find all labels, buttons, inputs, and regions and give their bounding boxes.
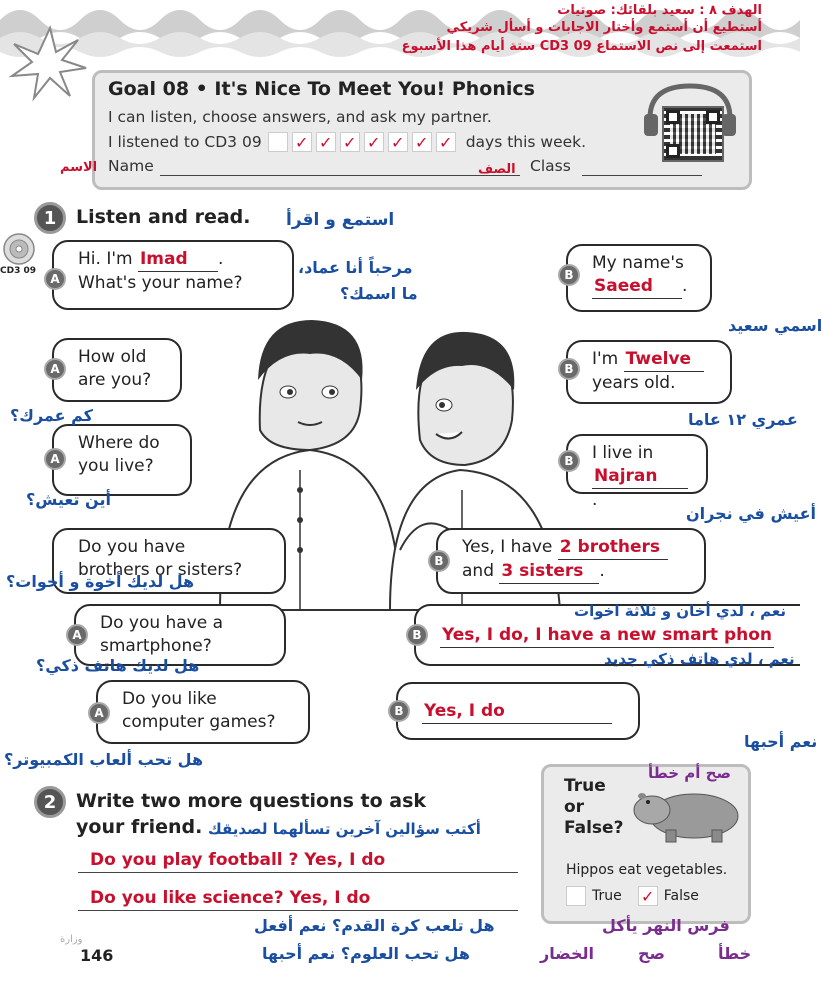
fill-in-city[interactable]: Najran [592,465,688,489]
arabic-true-or-false: صح أم خطأ [648,764,731,782]
qr-code[interactable] [662,106,724,162]
arabic-note-games-answer: نعم أحبها [744,732,818,751]
bubble-text: Do you have [78,537,186,557]
listened-checkboxes [268,132,460,152]
class-field[interactable] [582,175,702,176]
bubble-b-age-answer [566,340,732,404]
fill-in-name[interactable]: Imad [138,248,218,272]
bubble-text: . [682,276,688,296]
bubble-b-siblings-answer [436,528,706,594]
fill-in-games-answer[interactable]: Yes, I do [422,700,612,724]
day-checkbox[interactable]: ✓ [436,132,456,152]
day-checkbox[interactable]: ✓ [412,132,432,152]
arabic-note-where-question: أين تعيش؟ [26,490,111,509]
listened-prefix: I listened to CD3 09 [108,133,262,151]
speaker-b-badge: B [428,550,450,572]
bubble-text: you live? [78,456,154,476]
tf-statement: Hippos eat vegetables. [566,862,728,878]
question-answer-1[interactable]: Do you play football ? Yes, I do [90,850,386,870]
name-field[interactable] [160,175,520,176]
true-label: True [592,888,622,904]
bubble-a-where-question [52,424,192,496]
fill-in-smartphone-answer[interactable]: Yes, I do, I have a new smart phon [440,624,774,648]
goal-listened-row [108,132,586,152]
speaker-b-badge: B [406,624,428,646]
bubble-text: Hi. I'm [78,249,133,269]
fill-in-brothers[interactable]: 2 brothers [558,536,668,560]
listened-suffix: days this week. [465,133,587,151]
bubble-text: Where do [78,433,160,453]
bubble-text: computer games? [122,712,276,732]
false-label: False [663,888,699,904]
speaker-a-badge: A [44,268,66,290]
hippo-illustration [632,780,744,844]
bubble-text: . [592,490,598,510]
arabic-name-label: الاسم [60,160,98,175]
answer-line-2[interactable] [78,910,518,911]
section-2-arabic-title: أكتب سؤالين آخرين تسألهما لصديقك [208,820,481,838]
section-1-arabic-title: استمع و اقرأ [286,210,395,230]
arabic-note-city-answer: أعيش في نجران [686,504,816,523]
fill-in-age[interactable]: Twelve [624,348,704,372]
cd-icon [2,232,36,266]
bubble-text: . [217,249,224,269]
arabic-note-siblings-question: هل لديك أخوة و أخوات؟ [6,572,195,591]
bubble-text: years old. [592,373,676,393]
section-1-number: 1 [34,202,66,234]
bubble-text: Yes, I have [462,537,553,557]
speaker-b-badge: B [558,358,580,380]
fill-in-friend-name[interactable]: Saeed [592,275,682,299]
bubble-a-games-question [96,680,310,744]
arabic-note-smartphone-question: هل لديك هاتف ذكي؟ [36,656,200,675]
tf-options [566,886,699,906]
page-number: 146 [80,946,114,965]
true-checkbox[interactable] [566,886,586,906]
bubble-b-games-answer [396,682,640,740]
section-2-number: 2 [34,786,66,818]
tf-title-true: True [564,776,606,796]
goal-title: Goal 08 • It's Nice To Meet You! Phonics [108,78,535,100]
speaker-a-badge: A [44,448,66,470]
answer-line-1[interactable] [78,872,518,873]
header-arabic-goal: الهدف ٨ : سعيد بلقائك: صوتيات [557,3,762,18]
arabic-answer-2: هل تحب العلوم؟ نعم أحبها [262,944,470,963]
bubble-text: brothers or sisters? [78,560,243,580]
day-checkbox[interactable]: ✓ [364,132,384,152]
arabic-note-greeting: مرحباً أنا عماد، [298,258,413,277]
day-checkbox[interactable]: ✓ [388,132,408,152]
day-checkbox[interactable] [268,132,288,152]
bubble-text: Do you have a [100,613,224,633]
arabic-answer-1: هل تلعب كرة القدم؟ نعم أفعل [254,916,495,935]
section-2-title-line1: Write two more questions to ask [76,790,427,812]
question-answer-2[interactable]: Do you like science? Yes, I do [90,888,371,908]
day-checkbox[interactable]: ✓ [292,132,312,152]
arabic-note-age-answer: عمري ١٢ عاما [688,410,798,429]
arabic-note-games-question: هل تحب ألعاب الكمبيوتر؟ [4,750,204,769]
false-checkbox[interactable]: ✓ [638,886,658,906]
tf-title-false: False? [564,818,624,838]
bubble-a-greeting [52,240,294,310]
speaker-a-badge: A [88,702,110,724]
bubble-text: My name's [592,253,684,273]
arabic-note-name-question: ما اسمك؟ [340,284,418,303]
bubble-b-name-answer [566,244,712,312]
speaker-b-badge: B [558,264,580,286]
arabic-false: خطأ [718,944,752,963]
arabic-class-label: الصف [478,162,516,177]
class-label: Class [530,157,571,175]
bubble-b-city-answer [566,434,708,510]
arabic-hippo-statement: فرس النهر يأكل [602,916,730,935]
speaker-b-badge: B [388,700,410,722]
ministry-watermark: وزارة [60,934,83,945]
bubble-text: smartphone? [100,636,212,656]
header-arabic-listened: استمعت إلى نص الاستماع CD3 09 ستة أيام هذا الأسبوع [401,39,762,54]
fill-in-sisters[interactable]: 3 sisters [499,560,599,584]
arabic-true: صح [638,944,665,963]
day-checkbox[interactable]: ✓ [316,132,336,152]
bubble-text: How old [78,347,147,367]
arabic-note-my-name: اسمي سعيد [728,316,822,335]
header-arabic-objective: أستطيع أن أستمع وأختار الاجابات و أسأل شريكي [446,20,762,35]
tf-title-or: or [564,797,585,817]
bubble-text: What's your name? [78,273,243,293]
arabic-vegetables: الخضار [540,944,595,963]
speaker-b-badge: B [558,450,580,472]
bubble-text: . [599,561,605,581]
arabic-note-smartphone-answer: نعم ، لدي هاتف ذكي جديد [604,650,795,668]
bubble-a-age-question [52,338,182,402]
speaker-a-badge: A [66,624,88,646]
arabic-note-age-question: كم عمرك؟ [10,406,93,425]
bubble-text: and [462,561,494,581]
true-false-title [564,776,623,839]
bubble-text: I live in [592,443,654,463]
arabic-note-siblings-answer: نعم ، لدي أخان و ثلاثة اخوات [574,602,786,620]
bubble-text: I'm [592,349,619,369]
name-label: Name [108,157,154,175]
goal-can-statement: I can listen, choose answers, and ask my partner. [108,108,492,126]
section-1-title: Listen and read. [76,206,251,228]
section-2-title-line2: your friend. [76,816,203,838]
cd-track-label: CD3 09 [0,266,36,276]
bubble-text: Do you like [122,689,217,709]
day-checkbox[interactable]: ✓ [340,132,360,152]
bubble-text: are you? [78,370,152,390]
speaker-a-badge: A [44,358,66,380]
